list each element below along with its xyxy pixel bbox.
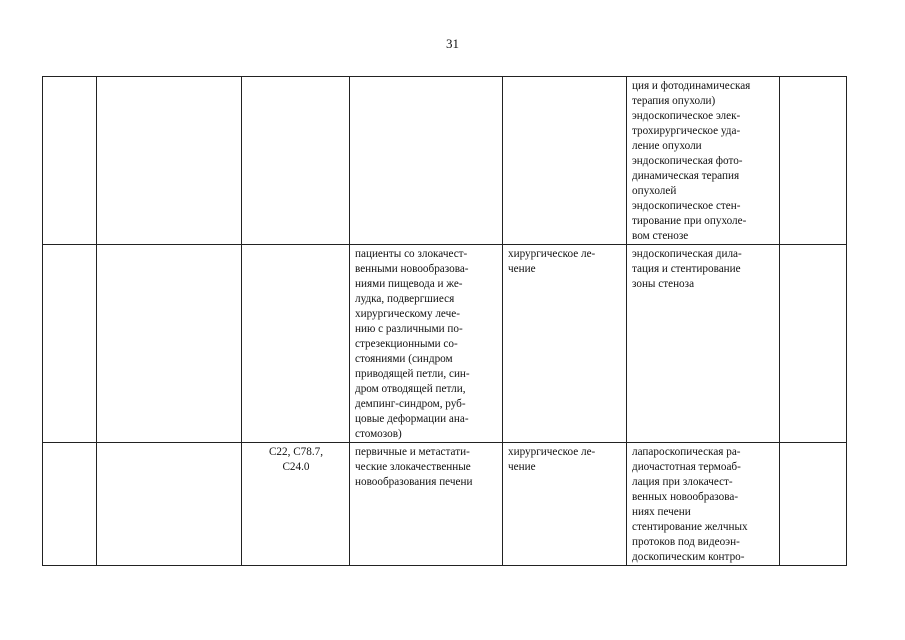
patient-model-cell: [350, 245, 503, 443]
cell-text-line: хирургическому лече-: [355, 308, 460, 320]
row-number-cell: [43, 77, 97, 245]
cell-text-line: эндоскопическое элек-: [632, 110, 741, 122]
cell-text-line: цовые деформации ана-: [355, 413, 469, 425]
cell-text-line: вом стенозе: [632, 230, 689, 242]
treatment-type-cell: [503, 443, 627, 566]
row-number-cell: [43, 245, 97, 443]
norm-cell: [780, 245, 847, 443]
cell-text-line: венными новообразова-: [355, 263, 469, 275]
cell-text-line: пациенты со злокачест-: [355, 248, 468, 260]
cell-text-line: новообразования печени: [355, 476, 473, 488]
treatment-type-cell: [503, 77, 627, 245]
cell-text-line: хирургическое ле-: [508, 248, 596, 260]
treatment-type-cell: [503, 245, 627, 443]
cell-text-line: лация при злокачест-: [632, 476, 733, 488]
cell-text-line: доскопическим контро-: [632, 551, 745, 563]
table-row: [43, 245, 847, 443]
cell-text-line: чение: [508, 263, 536, 275]
cell-text-line: ция и фотодинамическая: [632, 80, 751, 92]
patient-model-cell: [350, 77, 503, 245]
cell-text-line: ниях печени: [632, 506, 691, 518]
cell-text-line: чение: [508, 461, 536, 473]
cell-text-line: венных новообразова-: [632, 491, 739, 503]
cell-text-line: лапароскопическая ра-: [632, 446, 741, 458]
cell-text-line: эндоскопическое стен-: [632, 200, 741, 212]
cell-text-line: первичные и метастати-: [355, 446, 470, 458]
cell-text-line: демпинг-синдром, руб-: [355, 398, 466, 410]
profile-cell: [97, 245, 242, 443]
norm-cell: [780, 443, 847, 566]
cell-text-line: эндоскопическая дила-: [632, 248, 742, 260]
cell-text-line: диочастотная термоаб-: [632, 461, 741, 473]
row-number-cell: [43, 443, 97, 566]
page-number: 31: [446, 36, 459, 51]
cell-text-line: эндоскопическая фото-: [632, 155, 743, 167]
diagnosis-code-cell: [242, 443, 350, 566]
cell-text-line: протоков под видеоэн-: [632, 536, 740, 548]
cell-text-line: трохирургическое уда-: [632, 125, 741, 137]
cell-text-line: терапия опухоли): [632, 95, 716, 107]
treatment-method-cell: [627, 245, 780, 443]
profile-cell: [97, 77, 242, 245]
cell-text-line: ление опухоли: [632, 140, 702, 152]
cell-text-line: нию с различными по-: [355, 323, 463, 335]
services-table: [42, 76, 847, 566]
cell-text-line: динамическая терапия: [632, 170, 740, 182]
cell-text-line: ниями пищевода и же-: [355, 278, 463, 290]
cell-text-line: дром отводящей петли,: [355, 383, 466, 395]
table-row: [43, 443, 847, 566]
patient-model-cell: [350, 443, 503, 566]
cell-text-line: ческие злокачественные: [355, 461, 471, 473]
cell-text-line: тация и стентирование: [632, 263, 741, 275]
cell-text-line: стрезекционными со-: [355, 338, 458, 350]
cell-text-line: лудка, подвергшиеся: [355, 293, 455, 305]
treatment-method-cell: [627, 77, 780, 245]
cell-text-line: стояниями (синдром: [355, 353, 453, 365]
cell-text-line: опухолей: [632, 185, 677, 197]
cell-text-line: стомозов): [355, 428, 402, 440]
cell-text-line: C24.0: [282, 461, 310, 473]
cell-text-line: хирургическое ле-: [508, 446, 596, 458]
cell-text-line: приводящей петли, син-: [355, 368, 470, 380]
cell-text-line: стентирование желчных: [632, 521, 748, 533]
norm-cell: [780, 77, 847, 245]
diagnosis-code-cell: [242, 245, 350, 443]
treatment-method-cell: [627, 443, 780, 566]
table-row: [43, 77, 847, 245]
cell-text-line: C22, C78.7,: [268, 446, 324, 458]
diagnosis-code-cell: [242, 77, 350, 245]
cell-text-line: зоны стеноза: [632, 278, 695, 290]
profile-cell: [97, 443, 242, 566]
cell-text-line: тирование при опухоле-: [632, 215, 747, 227]
